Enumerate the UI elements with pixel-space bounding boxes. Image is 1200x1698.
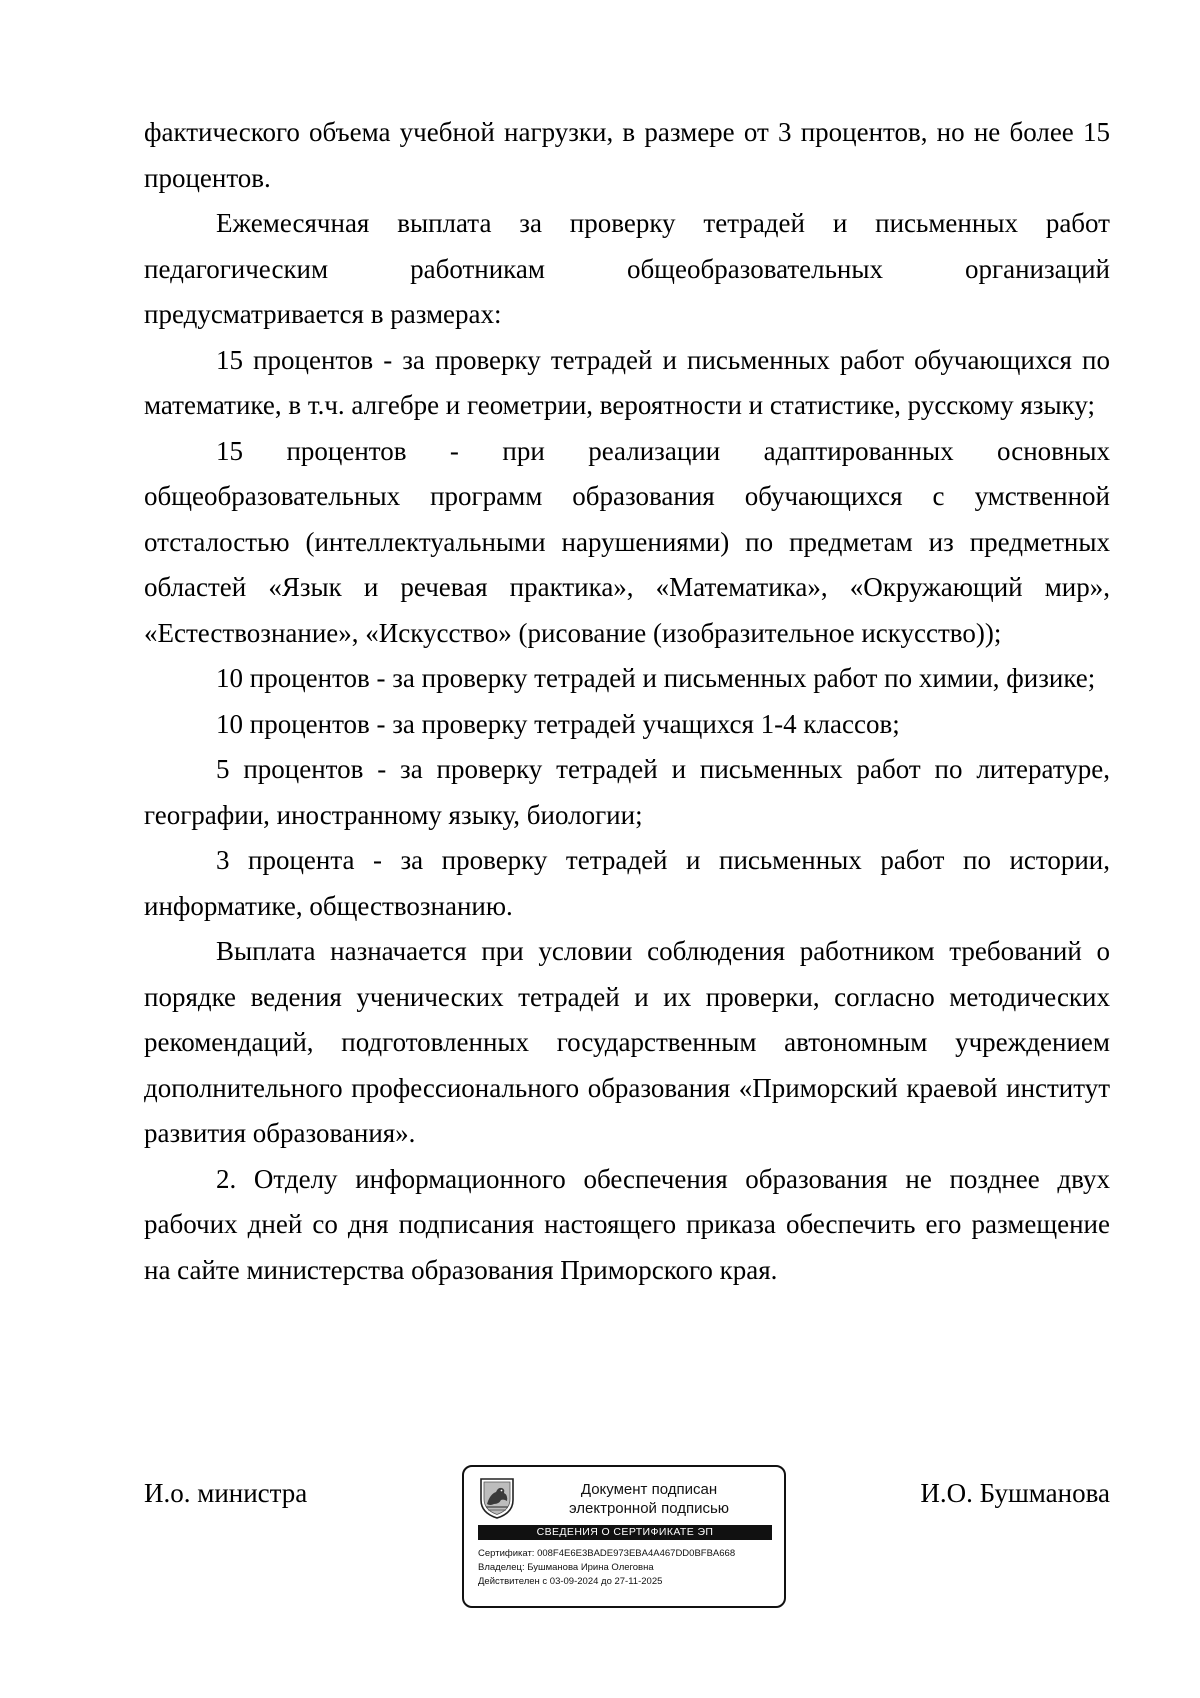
paragraph-publication-order: 2. Отделу информационного обеспечения образования не позднее двух рабочих дней со дня подписания настоящего приказа обеспечить его размещение на сайте министерства образования Приморского края. — [144, 1163, 1110, 1285]
signature-block — [144, 1465, 1110, 1615]
paragraph-rate-adapted-programs: 15 процентов - при реализации адаптированных основных общеобразовательных программ образования обучающихся с умственной отсталостью (интеллектуальными нарушениями) по предметам из предметных областей «Язык и речевая практика», «Математика», «Окружающий мир», «Естествознание», «Искусство» (рисование (изобразительное искусство)); — [144, 435, 1110, 648]
paragraph-rate-history: 3 процента - за проверку тетрадей и письменных работ по истории, информатике, обществознанию. — [144, 845, 1110, 921]
paragraph-rate-primary: 10 процентов - за проверку тетрадей учащихся 1-4 классов; — [216, 708, 900, 739]
signer-name: И.О. Бушманова — [920, 1478, 1110, 1508]
paragraph-payment-condition: Выплата назначается при условии соблюдения работником требований о порядке ведения ученических тетрадей и их проверки, согласно методических рекомендаций, подготовленных государственным автономным учреждением дополнительного профессионального образования «Приморский краевой институт развития образования». — [144, 936, 1110, 1148]
paragraph-monthly-payment: Ежемесячная выплата за проверку тетрадей и письменных работ педагогическим работникам общеобразовательных организаций предусматривается в размерах: — [144, 208, 1110, 329]
certificate-number: Сертификат: 008F4E6E3BADE973EBA4A467DD0BFBA668 — [478, 1548, 736, 1559]
certificate-details — [478, 1547, 778, 1589]
paragraph-rate-literature: 5 процентов - за проверку тетрадей и письменных работ по литературе, географии, иностранному языку, биологии; — [144, 754, 1110, 830]
certificate-owner: Владелец: Бушманова Ирина Олеговна — [478, 1562, 654, 1573]
coat-of-arms-icon — [478, 1476, 516, 1520]
document-body — [144, 110, 1110, 1293]
stamp-title-line-2: электронной подписью — [568, 1500, 730, 1517]
certificate-validity: Действителен с 03-09-2024 до 27-11-2025 — [478, 1576, 663, 1587]
paragraph-continuation: фактического объема учебной нагрузки, в размере от 3 процентов, но не более 15 процентов. — [144, 117, 1110, 193]
stamp-title — [524, 1480, 774, 1518]
electronic-signature-stamp — [462, 1465, 786, 1608]
certificate-info-header: СВЕДЕНИЯ О СЕРТИФИКАТЕ ЭП — [478, 1525, 772, 1540]
paragraph-rate-math: 15 процентов - за проверку тетрадей и письменных работ обучающихся по математике, в т.ч. алгебре и геометрии, вероятности и статистике, русскому языку; — [144, 344, 1110, 420]
paragraph-rate-chemistry: 10 процентов - за проверку тетрадей и письменных работ по химии, физике; — [216, 663, 1096, 693]
stamp-title-line-1: Документ подписан — [580, 1481, 718, 1498]
signer-position: И.о. министра — [144, 1478, 308, 1508]
